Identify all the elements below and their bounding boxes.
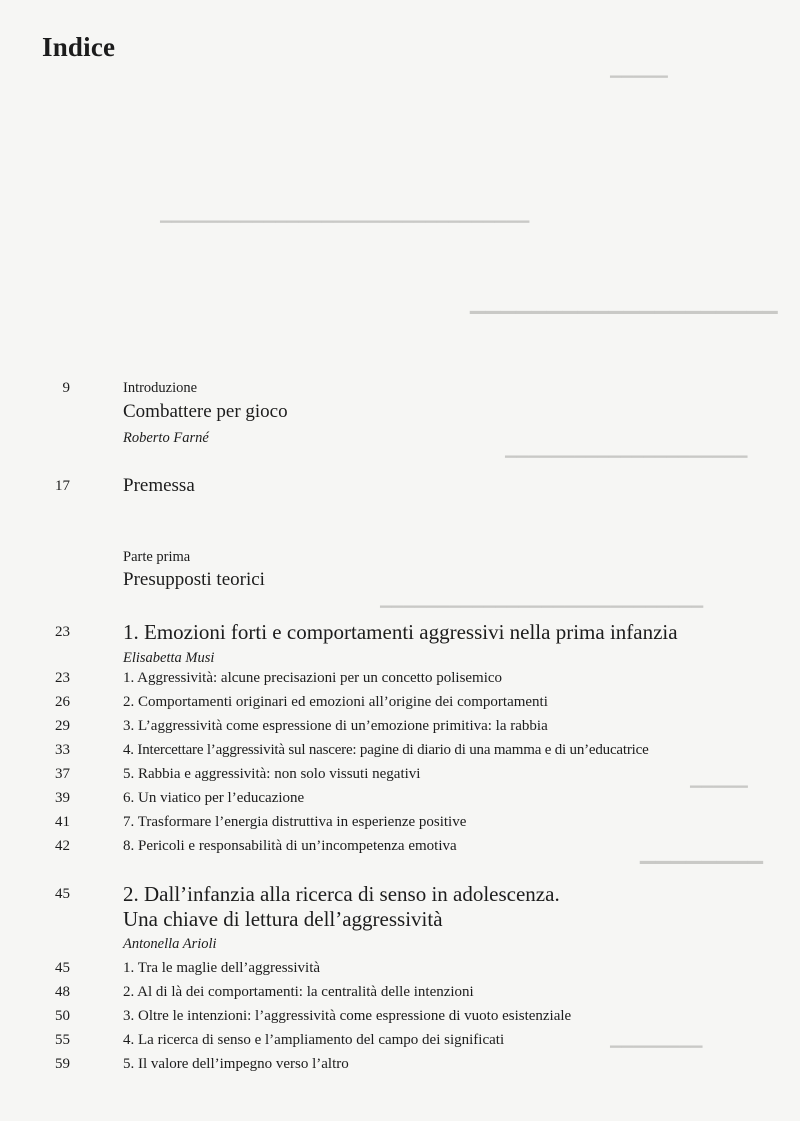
page-number: 41	[55, 814, 70, 830]
page-number: 23	[55, 624, 70, 640]
section-title: 3. Oltre le intenzioni: l’aggressività come espressione di vuoto esistenziale	[123, 1008, 572, 1024]
page-number: 59	[55, 1056, 70, 1072]
page-number: 45	[55, 960, 70, 976]
page-number: 37	[55, 766, 70, 782]
page-number: 9	[62, 380, 70, 396]
chapter-author: Elisabetta Musi	[123, 650, 215, 666]
page-number: 23	[55, 670, 70, 686]
intro-label: Introduzione	[123, 380, 198, 396]
section-title: 7. Trasformare l’energia distruttiva in esperienze positive	[123, 814, 467, 830]
chapter-title: 2. Dall’infanzia alla ricerca di senso in adolescenza.	[123, 882, 560, 906]
section-title: 2. Al di là dei comportamenti: la centralità delle intenzioni	[123, 984, 474, 1000]
section-title: 2. Comportamenti originari ed emozioni all’origine dei comportamenti	[123, 694, 548, 710]
section-title: 4. La ricerca di senso e l’ampliamento del campo dei significati	[123, 1032, 505, 1048]
page-number: 17	[55, 478, 70, 494]
page-number: 39	[55, 790, 70, 806]
section-title: 5. Rabbia e aggressività: non solo vissuti negativi	[123, 766, 421, 782]
section-title: 3. L’aggressività come espressione di un’emozione primitiva: la rabbia	[123, 718, 548, 734]
chapter-title-continued: Una chiave di lettura dell’aggressività	[123, 907, 443, 931]
part-title: Presupposti teorici	[123, 569, 265, 590]
page-number: 55	[55, 1032, 70, 1048]
section-title: 1. Aggressività: alcune precisazioni per un concetto polisemico	[123, 670, 503, 686]
section-title: 8. Pericoli e responsabilità di un’incompetenza emotiva	[123, 838, 457, 854]
section-title: 1. Tra le maglie dell’aggressività	[123, 960, 321, 976]
page-number: 26	[55, 694, 70, 710]
page-number: 29	[55, 718, 70, 734]
page-number: 42	[55, 838, 70, 854]
chapter-author: Antonella Arioli	[123, 936, 217, 952]
page-number: 45	[55, 886, 70, 902]
section-title: 5. Il valore dell’impegno verso l’altro	[123, 1056, 349, 1072]
page-number: 33	[55, 742, 70, 758]
section-title: 6. Un viatico per l’educazione	[123, 790, 305, 806]
page-title: Indice	[42, 32, 116, 62]
part-label: Parte prima	[123, 549, 191, 565]
section-title: 4. Intercettare l’aggressività sul nascere: pagine di diario di una mamma e di un’educatrice	[123, 742, 649, 758]
intro-author: Roberto Farné	[123, 430, 209, 446]
page-number: 50	[55, 1008, 70, 1024]
page-number: 48	[55, 984, 70, 1000]
premessa-title: Premessa	[123, 475, 195, 496]
intro-title: Combattere per gioco	[123, 401, 288, 422]
chapter-title: 1. Emozioni forti e comportamenti aggressivi nella prima infanzia	[123, 620, 678, 644]
